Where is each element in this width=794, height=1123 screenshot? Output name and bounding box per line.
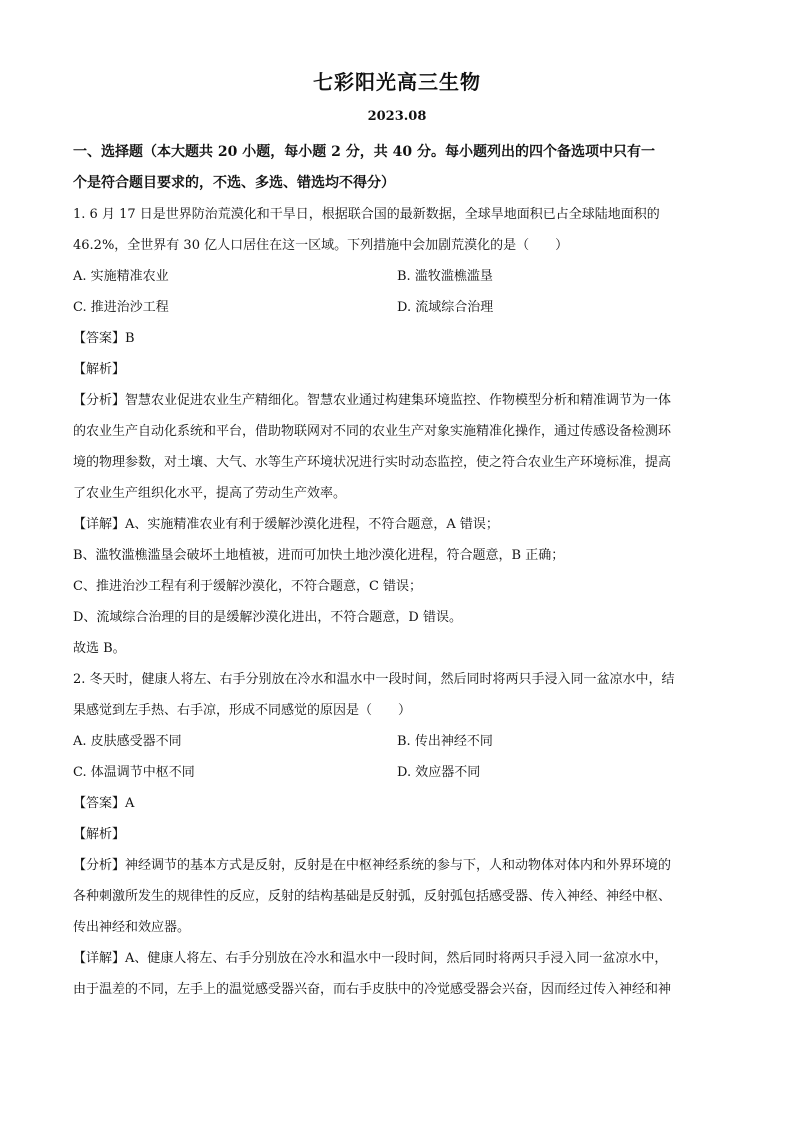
question-1-fenxi-line3: 境的物理参数，对土壤、大气、水等生产环境状况进行实时动态监控，使之符合农业生产环境标准，提高 [73, 455, 672, 470]
question-1-analysis-label: 【解析】 [73, 362, 126, 377]
question-2-options-row1 [73, 726, 723, 757]
question-2-option-d: D. 效应器不同 [397, 765, 481, 780]
question-1-option-c: C. 推进治沙工程 [73, 300, 169, 315]
question-2-answer: 【答案】A [73, 796, 135, 811]
question-1-xiangjie-line4: D、流域综合治理的目的是缓解沙漠化进出，不符合题意，D 错误。 [73, 610, 462, 625]
question-2-xiangjie-line2: 由于温差的不同，左手上的温觉感受器兴奋，而右手皮肤中的冷觉感受器会兴奋，因而经过传入神经和神 [73, 982, 672, 997]
question-1-option-a: A. 实施精准农业 [73, 269, 169, 284]
question-1-stem-line2: 46.2%，全世界有 30 亿人口居住在这一区域。下列措施中会加剧荒漠化的是（ ） [73, 238, 569, 253]
question-1-xiangjie-line2: B、滥牧滥樵滥垦会破坏土地植被，进而可加快土地沙漠化进程，符合题意，B 正确； [73, 548, 565, 563]
question-2-option-a: A. 皮肤感受器不同 [73, 734, 182, 749]
question-2-options-row2 [73, 757, 723, 788]
question-2-option-b: B. 传出神经不同 [397, 734, 493, 749]
question-1-xiangjie-line3: C、推进治沙工程有利于缓解沙漠化，不符合题意，C 错误； [73, 579, 423, 594]
exam-date: 2023.08 [367, 109, 427, 124]
question-1-stem-line1: 1. 6 月 17 日是世界防治荒漠化和干旱日，根据联合国的最新数据，全球旱地面积已占全球陆地面积的 [73, 207, 660, 222]
question-1-answer: 【答案】B [73, 331, 135, 346]
question-2-fenxi-line3: 传出神经和效应器。 [73, 920, 191, 935]
section-heading-line2: 个是符合题目要求的，不选、多选、错选均不得分） [73, 175, 395, 191]
section-heading-line1: 一、选择题（本大题共 20 小题，每小题 2 分，共 40 分。每小题列出的四个备选项中只有一 [73, 144, 655, 160]
question-1-option-b: B. 滥牧滥樵滥垦 [397, 269, 493, 284]
question-1-options-row1 [73, 261, 723, 292]
question-1-option-d: D. 流域综合治理 [397, 300, 494, 315]
question-2-fenxi-line1: 【分析】神经调节的基本方式是反射，反射是在中枢神经系统的参与下，人和动物体对体内和外界环境的 [73, 858, 672, 873]
document-body [73, 137, 723, 1005]
question-2-stem-line1: 2. 冬天时，健康人将左、右手分别放在冷水和温水中一段时间，然后同时将两只手浸入同一盆凉水中，结 [73, 672, 675, 687]
question-2 [73, 664, 723, 1005]
question-2-fenxi-line2: 各种刺激所发生的规律性的反应，反射的结构基础是反射弧，反射弧包括感受器、传入神经、神经中枢、 [73, 889, 672, 904]
question-1-fenxi-line4: 了农业生产组织化水平，提高了劳动生产效率。 [73, 486, 347, 501]
page-title: 七彩阳光高三生物 [313, 70, 481, 94]
question-1 [73, 199, 723, 664]
question-2-analysis-label: 【解析】 [73, 827, 126, 842]
question-2-xiangjie-line1: 【详解】A、健康人将左、右手分别放在冷水和温水中一段时间，然后同时将两只手浸入同一盆凉水中， [73, 951, 668, 966]
question-1-fenxi-line2: 的农业生产自动化系统和平台，借助物联网对不同的农业生产对象实施精准化操作，通过传感设备检测环 [73, 424, 672, 439]
question-1-conclusion: 故选 B。 [73, 641, 126, 656]
question-1-xiangjie-line1: 【详解】A、实施精准农业有利于缓解沙漠化进程，不符合题意，A 错误； [73, 517, 499, 532]
question-2-stem-line2: 果感觉到左手热、右手凉，形成不同感觉的原因是（ ） [73, 703, 412, 718]
question-1-options-row2 [73, 292, 723, 323]
question-2-option-c: C. 体温调节中枢不同 [73, 765, 195, 780]
question-1-fenxi-line1: 【分析】智慧农业促进农业生产精细化。智慧农业通过构建集环境监控、作物模型分析和精准调节为一体 [73, 393, 672, 408]
